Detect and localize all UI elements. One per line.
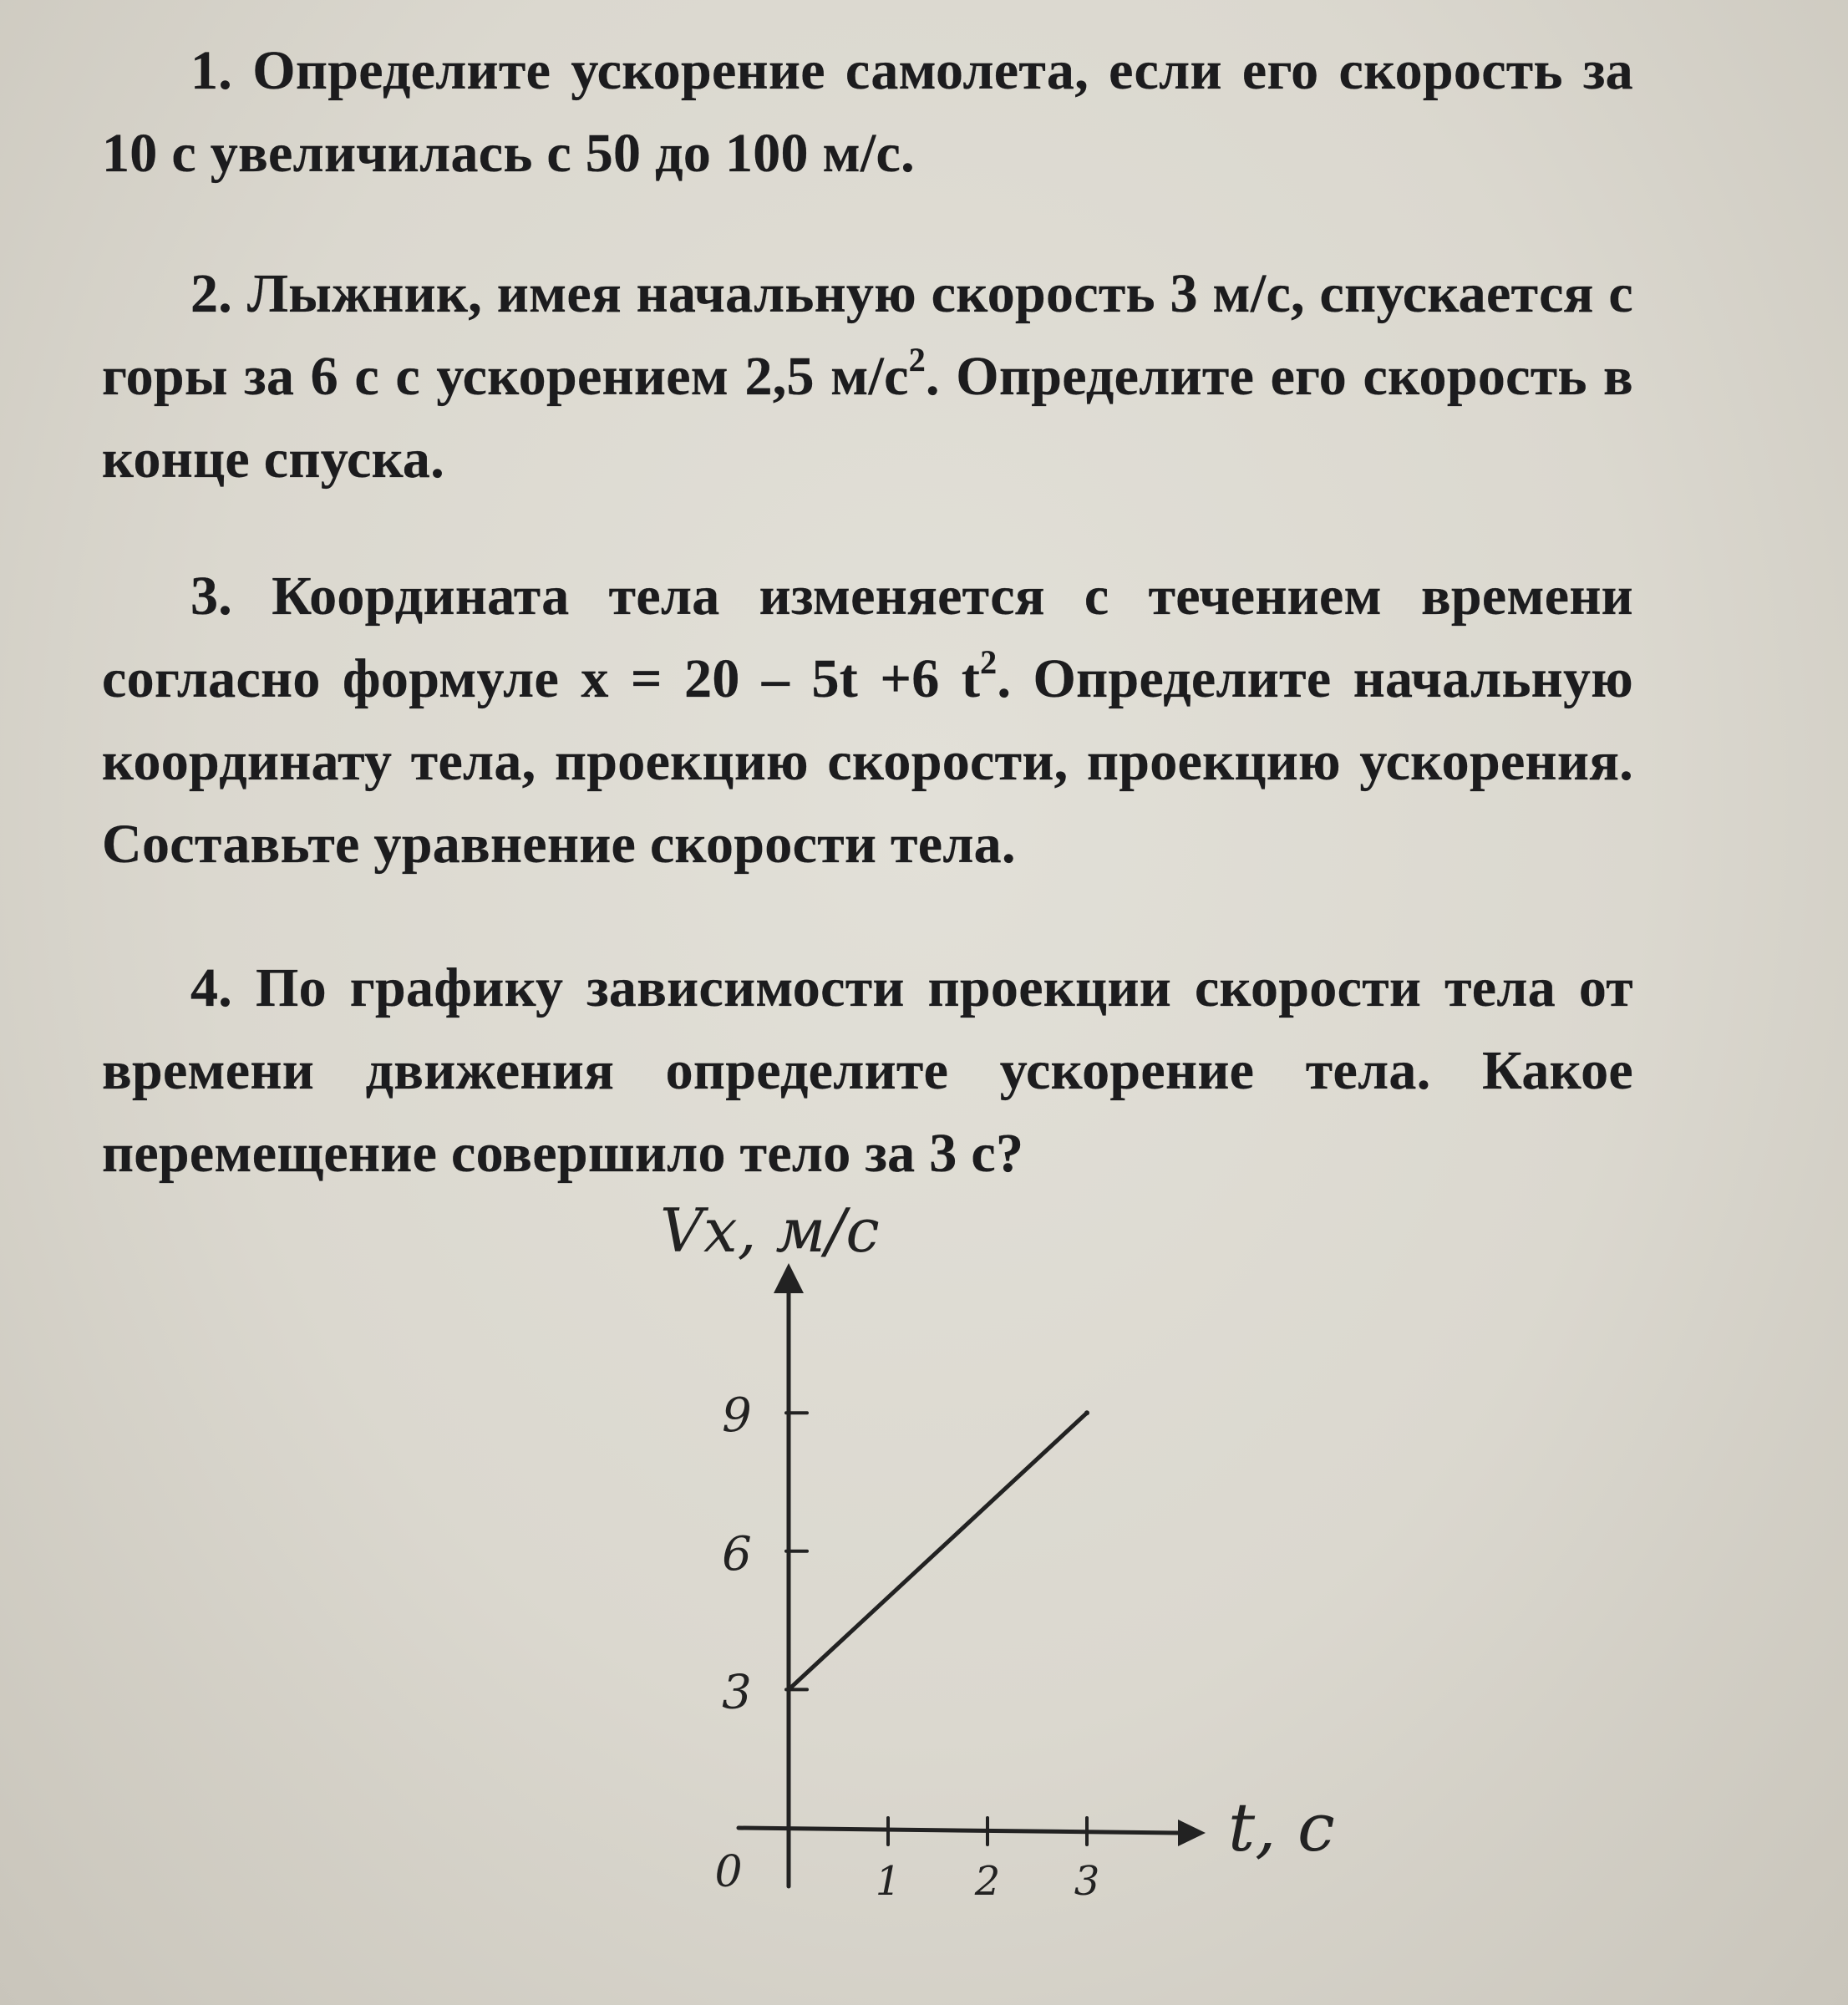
problem-text: Координата тела изменяется с течением времени согласно формуле x = 20 – 5t +6 t bbox=[102, 566, 1633, 709]
problem-text: Определите ускорение самолета, если его скорость за 10 с увеличилась с 50 до 100 м/с. bbox=[102, 40, 1633, 184]
superscript: 2 bbox=[980, 643, 998, 681]
problem-text: Лыжник, имея начальную скорость 3 м/с, спускается с горы за 6 с с ускорением 2,5 м/с bbox=[102, 263, 1633, 407]
problem-text: По графику зависимости проекции скорости тела от времени движения определите ускорение тела. Какое перемещение совершило тело за 3 с? bbox=[102, 957, 1633, 1184]
x-tick-label: 1 bbox=[875, 1858, 901, 1905]
series-line bbox=[789, 1413, 1087, 1689]
problem-number: 1. bbox=[190, 40, 233, 101]
problem-text-end: . Определите начальную координату тела, проекцию скорости, проекцию ускорения. Составьте уравнение скорости тела. bbox=[102, 648, 1634, 875]
x-axis bbox=[739, 1828, 1178, 1833]
x-tick-label: 2 bbox=[974, 1858, 1001, 1905]
data-point bbox=[1084, 1410, 1089, 1415]
y-tick-label: 3 bbox=[722, 1665, 752, 1720]
problem-number: 4. bbox=[190, 957, 233, 1018]
origin-label: 0 bbox=[714, 1847, 743, 1897]
problem-number: 3. bbox=[190, 566, 233, 627]
y-axis-label: Vx, м/с bbox=[660, 1195, 880, 1266]
y-tick-label: 6 bbox=[722, 1526, 752, 1581]
data-point bbox=[786, 1687, 791, 1692]
x-tick-label: 3 bbox=[1074, 1858, 1100, 1905]
y-tick-label: 9 bbox=[722, 1388, 752, 1444]
problem-text-end: . Определите его скорость в конце спуска. bbox=[102, 346, 1633, 490]
problem-number: 2. bbox=[190, 263, 233, 324]
superscript: 2 bbox=[908, 341, 927, 378]
x-axis-label: t, c bbox=[1228, 1789, 1335, 1866]
x-axis-arrow-icon bbox=[1178, 1820, 1206, 1846]
y-axis-arrow-icon bbox=[774, 1263, 804, 1293]
